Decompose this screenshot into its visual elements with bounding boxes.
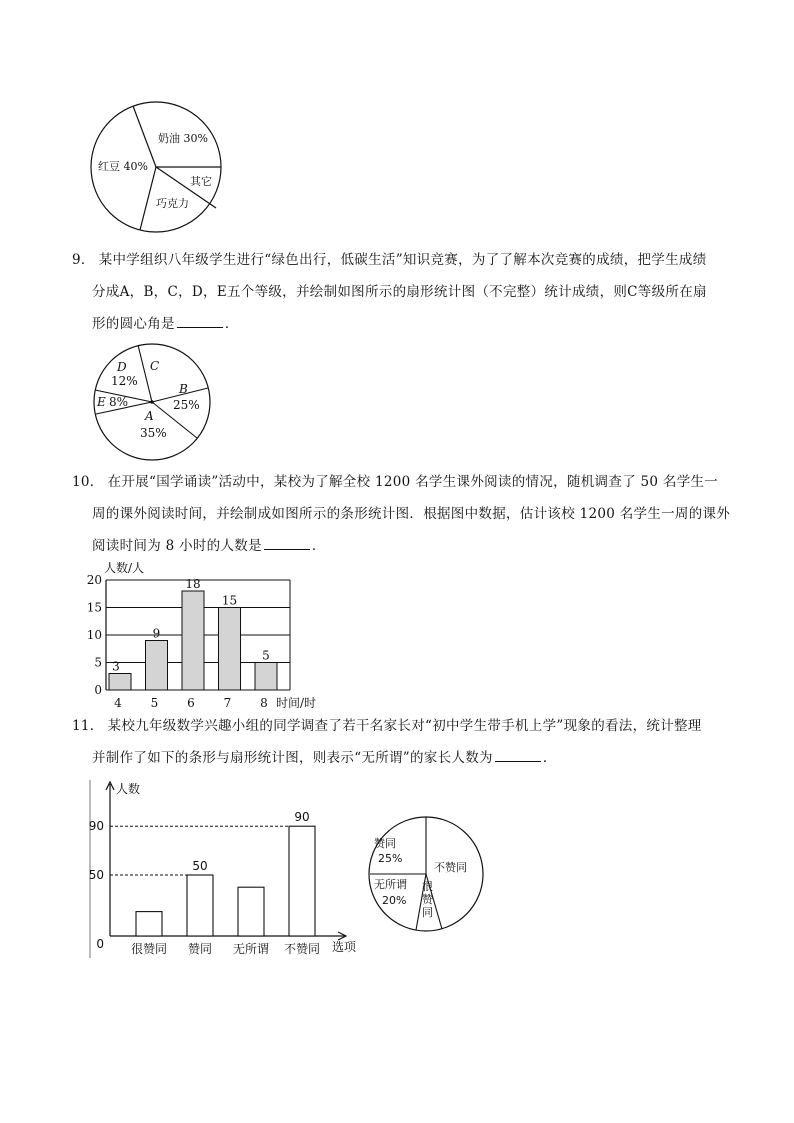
q11-pie-label-char: 很: [422, 880, 433, 893]
q9-pie-label-c: C: [150, 359, 160, 373]
q10-y-axis-label: 人数/人: [104, 561, 145, 575]
q11-bar-chart: [88, 776, 368, 960]
q10-answer-blank[interactable]: [264, 537, 310, 550]
q10-line-1: [72, 472, 718, 492]
q10-y-tick-label: 20: [86, 573, 102, 587]
q10-x-tick-label: 5: [150, 696, 159, 710]
q10-text-1: 在开展“国学诵读”活动中，某校为了解全校 1200 名学生课外阅读的情况，随机调查了 50 名学生一: [107, 474, 719, 490]
q10-text-2: 周的课外阅读时间，并绘制成如图所示的条形统计图．根据图中数据，估计该校 1200 名学生一周的课外: [92, 506, 731, 522]
q10-bar: [255, 663, 277, 691]
q10-bar: [219, 608, 241, 691]
q9-pie-label-e: E: [97, 395, 106, 409]
q9-pie-value-e: 8%: [109, 395, 129, 409]
q10-x-tick-label: 6: [187, 696, 195, 710]
q11-pie-label-approve: 赞同: [374, 837, 396, 850]
q9-line-3: [92, 314, 239, 334]
q11-pie-label-indifferent: 无所谓: [374, 878, 407, 891]
q11-x-tick-label: 很赞同: [130, 942, 168, 956]
q10-bar: [182, 591, 204, 690]
q11-text-1: 某校九年级数学兴趣小组的同学调查了若干名家长对“初中学生带手机上学”现象的看法，统计整理: [107, 718, 702, 734]
top-pie-label-redbean: 红豆 40%: [98, 160, 148, 173]
q10-y-tick-label: 0: [94, 683, 102, 697]
q10-bar-chart: [86, 560, 336, 712]
q9-text-1: 某中学组织八年级学生进行“绿色出行，低碳生活”知识竞赛，为了了解本次竞赛的成绩，把学生成绩: [98, 252, 707, 268]
q10-line-2: [92, 504, 730, 524]
q11-pie-value-approve: 25%: [378, 852, 403, 865]
q11-answer-blank[interactable]: [495, 749, 541, 762]
q11-x-tick-label: 无所谓: [232, 942, 270, 956]
q10-bar-value-label: 18: [185, 577, 201, 591]
q11-pie-value-indifferent: 20%: [382, 894, 407, 907]
q9-pie-chart: [90, 340, 220, 462]
q10-bar: [146, 641, 168, 691]
q10-line-3: [92, 536, 326, 556]
q11-bar: [136, 912, 162, 936]
q11-y-axis-label: 人数: [116, 782, 141, 796]
q11-pie-label-char: 同: [422, 906, 433, 919]
q10-bar: [109, 674, 131, 691]
q10-x-axis-label: 时间/时: [276, 696, 317, 710]
q11-text-2-end: ．: [542, 750, 557, 766]
q10-bar-value-label: 3: [112, 659, 120, 674]
q11-bar-value-label: 90: [294, 810, 310, 825]
q11-x-axis-label: 选项: [332, 940, 357, 954]
q9-pie-label-d: D: [117, 360, 127, 374]
q11-number: 11．: [72, 718, 104, 734]
q9-text-3-end: ．: [224, 316, 239, 332]
q11-line-2: [92, 748, 557, 768]
q9-number: 9．: [72, 252, 95, 268]
q10-y-tick-label: 5: [94, 655, 102, 670]
q11-y-tick-label: 0: [96, 937, 104, 951]
q10-x-tick-label: 8: [260, 696, 268, 710]
q9-pie-label-b: B: [179, 382, 188, 396]
q11-y-tick-label: 50: [88, 868, 104, 882]
q11-pie-label-disapprove: 不赞同: [434, 861, 467, 874]
q11-bar-value-label: 50: [192, 859, 208, 873]
q9-pie-value-d: 12%: [111, 374, 138, 388]
q11-pie-label-char: 赞: [422, 893, 433, 906]
q9-text-2: 分成A，B，C，D，E五个等级，并绘制如图所示的扇形统计图（不完整）统计成绩，则C等级所在扇: [92, 284, 707, 300]
q10-x-tick-label: 4: [114, 696, 122, 710]
q11-x-tick-label: 不赞同: [283, 942, 321, 956]
q9-pie-center: [150, 400, 154, 404]
q9-answer-blank[interactable]: [177, 315, 223, 328]
top-pie-label-cream: 奶油 30%: [158, 132, 208, 145]
svg-text:很赞同: [422, 880, 434, 919]
q10-bar-value-label: 5: [262, 648, 270, 663]
top-pie-label-chocolate: 巧克力: [156, 197, 189, 210]
top-pie-chart: [88, 96, 238, 234]
q11-bar: [238, 887, 264, 936]
q9-text-3: 形的圆心角是: [92, 316, 175, 332]
q10-bar-value-label: 9: [152, 626, 161, 641]
q11-line-1: [72, 716, 702, 736]
q10-text-3: 阅读时间为 8 小时的人数是: [92, 538, 262, 554]
q11-pie-label-strongly-approve: [422, 880, 434, 919]
top-pie-label-other: 其它: [190, 175, 212, 188]
q9-pie-value-a: 35%: [140, 426, 167, 440]
q10-x-tick-label: 7: [223, 696, 232, 710]
q11-bar: [187, 875, 213, 936]
q11-x-tick-label: 赞同: [187, 942, 213, 956]
q10-number: 10．: [72, 474, 104, 490]
q11-pie-chart: [366, 814, 490, 936]
q9-pie-value-b: 25%: [173, 398, 200, 412]
q9-line-1: [72, 250, 707, 270]
q11-y-tick-label: 90: [88, 819, 104, 834]
q9-line-2: [92, 282, 707, 302]
q10-y-tick-label: 10: [86, 628, 102, 642]
q11-bar: [289, 826, 315, 936]
q11-text-2: 并制作了如下的条形与扇形统计图，则表示“无所谓”的家长人数为: [92, 750, 493, 766]
q10-text-3-end: ．: [311, 538, 326, 554]
q10-y-tick-label: 15: [86, 600, 102, 615]
q9-pie-label-a: A: [145, 409, 154, 423]
q10-bar-value-label: 15: [221, 593, 238, 608]
